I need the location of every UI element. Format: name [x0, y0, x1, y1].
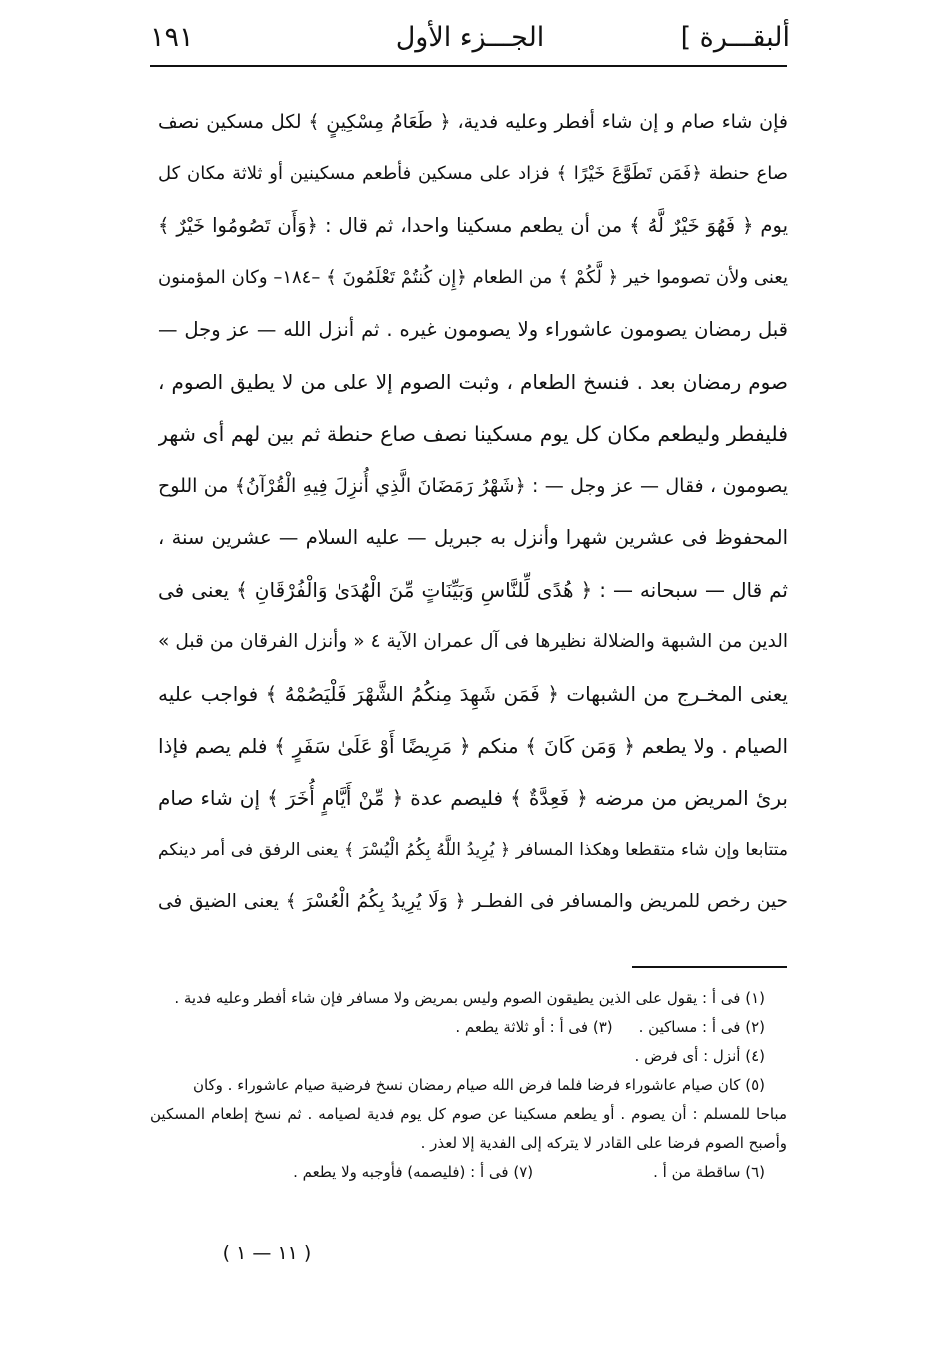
- signature-mark: ( ١١ — ١ ): [222, 1242, 312, 1264]
- footnote-5-line-2: مباحا للمسلم : أن يصوم . أو يطعم مسكينا عن صوم كل يوم فدية لصيامه . ثم نسخ إطعام المسكين: [150, 1105, 787, 1123]
- page-number: ١٩١: [150, 22, 194, 53]
- text-line: يعنى المخـرج من الشبهات ﴿ فَمَن شَهِدَ مِنكُمُ الشَّهْرَ فَلْيَصُمْهُ ﴾ فواجب عليه: [158, 682, 788, 706]
- text-line: صاع حنطة ﴿فَمَن تَطَوَّعَ خَيْرًا ﴾ فزاد على مسكين فأطعم مسكينين أو ثلاثة مكان كل: [158, 163, 788, 184]
- text-line: الدين من الشبهة والضلالة نظيرها فى آل عمران الآية ٤ « وأنزل الفرقان من قبل »: [158, 631, 788, 652]
- text-line: فإن شاء صام و إن شاء أفطر وعليه فدية، ﴿ طَعَامُ مِسْكِينٍ ﴾ لكل مسكين نصف: [158, 111, 788, 133]
- footnote-rule: [632, 966, 787, 968]
- part-title: الجـــزء الأول: [395, 22, 545, 53]
- footnote-4: (٤) أنزل : أى فرض .: [634, 1047, 765, 1065]
- text-line: فليفطر وليطعم مكان كل يوم مسكينا نصف صاع حنطة ثم بين لهم أى شهر: [158, 422, 788, 446]
- text-line: يوم ﴿ فَهُوَ خَيْرٌ لَّهُ ﴾ من أن يطعم مسكينا واحدا، ثم قال : ﴿وَأَن تَصُومُوا خَيْرٌ ﴾: [158, 214, 788, 237]
- commentary-text: [158, 96, 788, 928]
- footnote-5-line-3: وأصبح الصوم فرضا على القادر لا يتركه إلى الفدية إلا لعذر .: [420, 1134, 787, 1152]
- text-line: متتابعا وإن شاء متقطعا وهكذا المسافر ﴿ يُرِيدُ اللَّهُ بِكُمُ الْيُسْرَ ﴾ يعنى الرفق فى أمر دينكم: [158, 840, 788, 860]
- text-line: المحفوظ فى عشرين شهرا وأنزل به جبريل — عليه السلام — عشرين سنة ،: [158, 526, 788, 549]
- footnote-3: (٣) فى أ : أو ثلاثة يطعم .: [455, 1018, 613, 1036]
- footnote-row: [150, 1013, 787, 1042]
- footnote-5-line-1: (٥) كان صيام عاشوراء فرضا فلما فرض الله صيام رمضان نسخ فرضية صيام عاشوراء . وكان: [192, 1076, 765, 1094]
- text-line: حين رخص للمريض والمسافر فى الفطـر ﴿ وَلَا يُرِيدُ بِكُمُ الْعُسْرَ ﴾ يعنى الضيق فى: [158, 891, 788, 912]
- header-rule: [150, 65, 787, 67]
- footnote-2: (٢) فى أ : مساكين .: [638, 1018, 765, 1036]
- footnote-1: (١) فى أ : يقول على الذين يطيقون الصوم وليس بمريض ولا مسافر فإن شاء أفطر وعليه فدية .: [174, 989, 765, 1007]
- text-line: صوم رمضان بعد . فنسخ الطعام ، وثبت الصوم إلا على من لا يطيق الصوم ،: [158, 370, 788, 394]
- surah-title: ألبقـــرة ]: [680, 22, 790, 53]
- footnotes: [150, 984, 787, 1187]
- footnote-6: (٦) ساقطة من أ .: [653, 1163, 765, 1181]
- text-line: يصومون ، فقال — عز وجل — : ﴿شَهْرُ رَمَضَانَ الَّذِي أُنزِلَ فِيهِ الْقُرْآنُ﴾ من اللوح: [158, 475, 788, 497]
- text-line: يعنى ولأن تصوموا خير ﴿ لَّكُمْ ﴾ من الطعام ﴿إِن كُنتُمْ تَعْلَمُونَ ﴾ –١٨٤– وكان المؤمنون: [158, 267, 788, 288]
- text-line: ثم قال — سبحانه — : ﴿ هُدًى لِّلنَّاسِ وَبَيِّنَاتٍ مِّنَ الْهُدَىٰ وَالْفُرْقَانِ ﴾ يعنى فى: [158, 578, 788, 602]
- text-line: قبل رمضان يصومون عاشوراء ولا يصومون غيره . ثم أنزل الله — عز وجل —: [158, 318, 788, 341]
- text-line: الصيام . ولا يطعم ﴿ وَمَن كَانَ ﴾ منكم ﴿ مَرِيضًا أَوْ عَلَىٰ سَفَرٍ ﴾ فلم يصم فإذا: [158, 734, 788, 758]
- text-line: برئ المريض من مرضه ﴿ فَعِدَّةٌ ﴾ فليصم عدة ﴿ مِّنْ أَيَّامٍ أُخَرَ ﴾ إن شاء صام: [158, 786, 788, 810]
- page-header: [150, 14, 790, 62]
- footnote-7: (٧) فى أ : (فليصمه) فأوجبه ولا يطعم .: [293, 1163, 534, 1181]
- footnote-row: [150, 1158, 787, 1187]
